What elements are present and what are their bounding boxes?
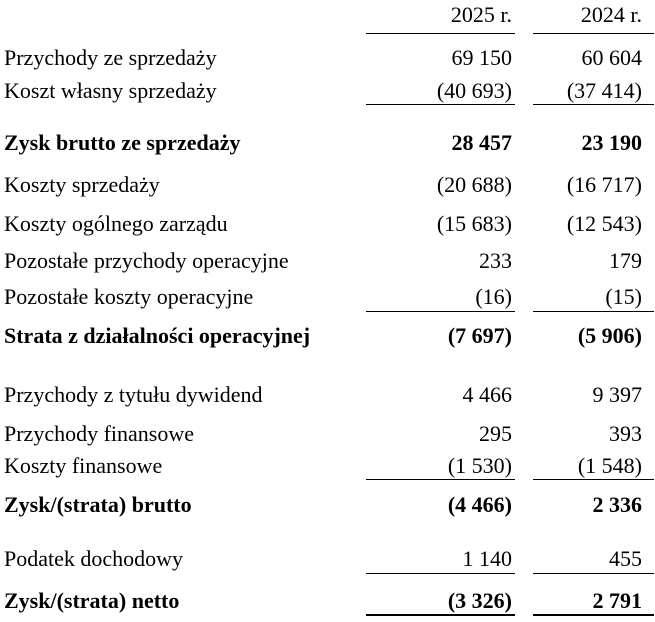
row-value-2025: (40 693) [436, 78, 512, 103]
subtotal-rule-2024 [533, 104, 654, 105]
column-header-2024: 2024 r. [580, 2, 642, 27]
subtotal-rule-2025 [366, 573, 515, 574]
row-value-2025: (3 326) [447, 588, 512, 613]
row-value-2024: 179 [609, 248, 642, 273]
row-value-2025: (16) [475, 284, 512, 309]
row-value-2025: (15 683) [436, 211, 512, 236]
row-value-2025: 233 [479, 248, 512, 273]
row-label-pozostale-koszty-operacyjne: Pozostałe koszty operacyjne [4, 284, 254, 309]
row-value-2024: 9 397 [592, 382, 642, 407]
subtotal-rule-2024 [533, 573, 654, 574]
subtotal-rule-2025 [366, 104, 515, 105]
header-underline-2025 [366, 33, 515, 34]
row-value-2025: (4 466) [447, 492, 512, 517]
row-value-2025: 28 457 [451, 130, 512, 155]
row-value-2025: (7 697) [447, 323, 512, 348]
subtotal-rule-2024 [533, 311, 654, 312]
row-value-2024: (15) [605, 284, 642, 309]
row-value-2024: 2 791 [592, 588, 642, 613]
row-value-2025: (20 688) [436, 172, 512, 197]
column-header-2025: 2025 r. [450, 2, 512, 27]
row-label-koszty-sprzedazy: Koszty sprzedaży [4, 172, 160, 197]
row-value-2024: (37 414) [566, 78, 642, 103]
row-value-2025: 1 140 [462, 546, 512, 571]
row-value-2025: 4 466 [462, 382, 512, 407]
row-value-2024: 2 336 [592, 492, 642, 517]
row-label-przychody-finansowe: Przychody finansowe [4, 421, 195, 446]
row-label-przychody-z-tytulu-dywidend: Przychody z tytułu dywidend [4, 382, 263, 407]
subtotal-rule-2025 [366, 479, 515, 480]
row-value-2025: 295 [479, 421, 512, 446]
row-value-2025: 69 150 [451, 45, 512, 70]
row-value-2024: 393 [609, 421, 642, 446]
row-label-strata-z-dzialalnosci-operacyjnej: Strata z działalności operacyjnej [4, 323, 311, 348]
row-value-2024: 455 [609, 546, 642, 571]
header-underline-2024 [533, 33, 654, 34]
row-value-2024: (12 543) [566, 211, 642, 236]
total-double-rule-2024 [533, 614, 654, 616]
row-value-2024: (5 906) [577, 323, 642, 348]
row-value-2024: 23 190 [581, 130, 642, 155]
row-value-2024: (16 717) [566, 172, 642, 197]
subtotal-rule-2024 [533, 479, 654, 480]
row-value-2024: 60 604 [581, 45, 642, 70]
row-label-zysk-strata-brutto: Zysk/(strata) brutto [4, 492, 192, 517]
row-label-koszt-wlasny-sprzedazy: Koszt własny sprzedaży [4, 78, 217, 103]
row-label-zysk-brutto-ze-sprzedazy: Zysk brutto ze sprzedaży [4, 130, 241, 155]
row-label-podatek-dochodowy: Podatek dochodowy [4, 546, 184, 571]
row-label-koszty-finansowe: Koszty finansowe [4, 453, 163, 478]
row-label-zysk-strata-netto: Zysk/(strata) netto [4, 588, 180, 613]
row-label-przychody-ze-sprzedazy: Przychody ze sprzedaży [4, 45, 217, 70]
row-value-2024: (1 548) [577, 453, 642, 478]
row-label-pozostale-przychody-operacyjne: Pozostałe przychody operacyjne [4, 248, 289, 273]
subtotal-rule-2025 [366, 311, 515, 312]
row-value-2025: (1 530) [447, 453, 512, 478]
total-double-rule-2025 [366, 614, 515, 616]
row-label-koszty-ogolnego-zarzadu: Koszty ogólnego zarządu [4, 211, 228, 236]
